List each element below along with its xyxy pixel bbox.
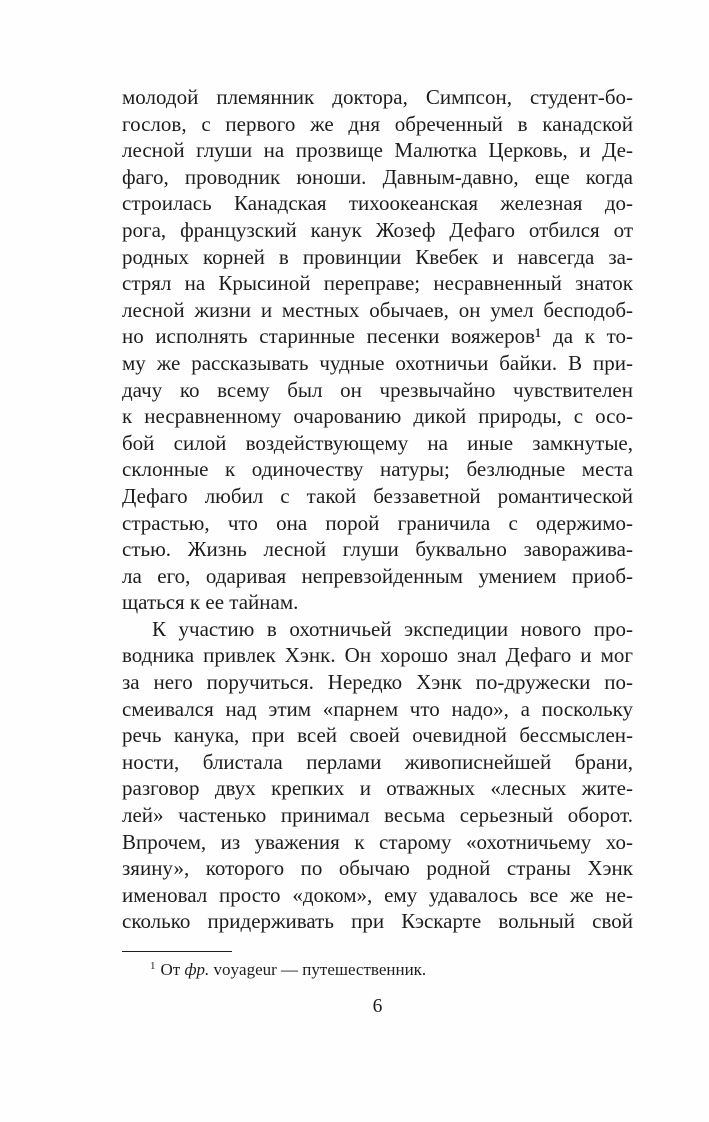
text-line: стрял на Крысиной переправе; несравненный знаток [122, 271, 633, 296]
text-line: склонные к одиночеству натуры; безлюдные места [122, 457, 633, 482]
text-line: зяину», которого по обычаю родной страны Хэнк [122, 856, 633, 881]
text-line: к несравненному очарованию дикой природы, с осо- [122, 404, 633, 429]
footnote-separator [122, 951, 232, 952]
text-line: К участию в охотничьей экспедиции нового про- [152, 616, 633, 641]
text-line: щаться к ее тайнам. [122, 590, 299, 615]
page-number: 6 [372, 996, 383, 1017]
text-line: Дефаго любил с такой беззаветной романтической [122, 483, 633, 508]
text-line: бой силой воздействующему на иные замкнутые, [122, 430, 633, 455]
text-line: смеивался над этим «парнем что надо», а поскольку [122, 696, 633, 721]
body-text [122, 84, 633, 935]
text-line: фаго, проводник юноши. Давным-давно, еще когда [122, 164, 633, 189]
text-line: именовал просто «доком», ему удавалось все же не- [122, 882, 633, 907]
footnote-marker: 1 [150, 960, 156, 972]
text-line: гослов, с первого же дня обреченный в канадской [122, 111, 633, 136]
text-line: Впрочем, из уважения к старому «охотничьему хо- [122, 829, 633, 854]
text-line: дачу ко всему был он чрезвычайно чувствителен [122, 377, 633, 402]
text-line: водника привлек Хэнк. Он хорошо знал Дефаго и мог [122, 643, 633, 668]
text-line: молодой племянник доктора, Симпсон, студент-бо- [122, 85, 633, 109]
text-line: за него поручиться. Нередко Хэнк по-дружески по- [122, 670, 633, 695]
footnote-text-italic: фр. [184, 960, 210, 979]
text-line: строилась Канадская тихоокеанская железная до- [122, 191, 633, 216]
text-line: ла его, одаривая непревзойденным умением приоб- [122, 563, 633, 588]
text-line: лесной жизни и местных обычаев, он умел бесподоб- [122, 297, 633, 322]
text-line: лесной глуши на прозвище Малютка Церковь, и Де- [122, 138, 633, 163]
text-line: стью. Жизнь лесной глуши буквально заворажива- [122, 537, 633, 562]
text-line: лей» частенько принимал весьма серьезный оборот. [122, 803, 633, 828]
footnote [122, 958, 633, 984]
text-line: сколько придерживать при Кэскарте вольный свой [122, 909, 633, 934]
footnote-text-after-italic: voyageur — путешественник. [209, 960, 427, 979]
footnote-text-before-italic: От [160, 960, 185, 979]
text-line: родных корней в провинции Квебек и навсегда за- [122, 244, 633, 269]
text-line: страстью, что она порой граничила с одержимо- [122, 510, 633, 535]
text-line: му же рассказывать чудные охотничьи байки. В при- [122, 350, 633, 375]
text-line: рога, французский канук Жозеф Дефаго отбился от [122, 217, 633, 242]
text-line: но исполнять старинные песенки вояжеров¹ да к то- [122, 324, 633, 349]
text-line: речь канука, при всей своей очевидной бессмыслен- [122, 723, 633, 748]
text-line: ности, блистала перлами живописнейшей брани, [122, 749, 633, 774]
text-line: разговор двух крепких и отважных «лесных жите- [122, 776, 633, 801]
